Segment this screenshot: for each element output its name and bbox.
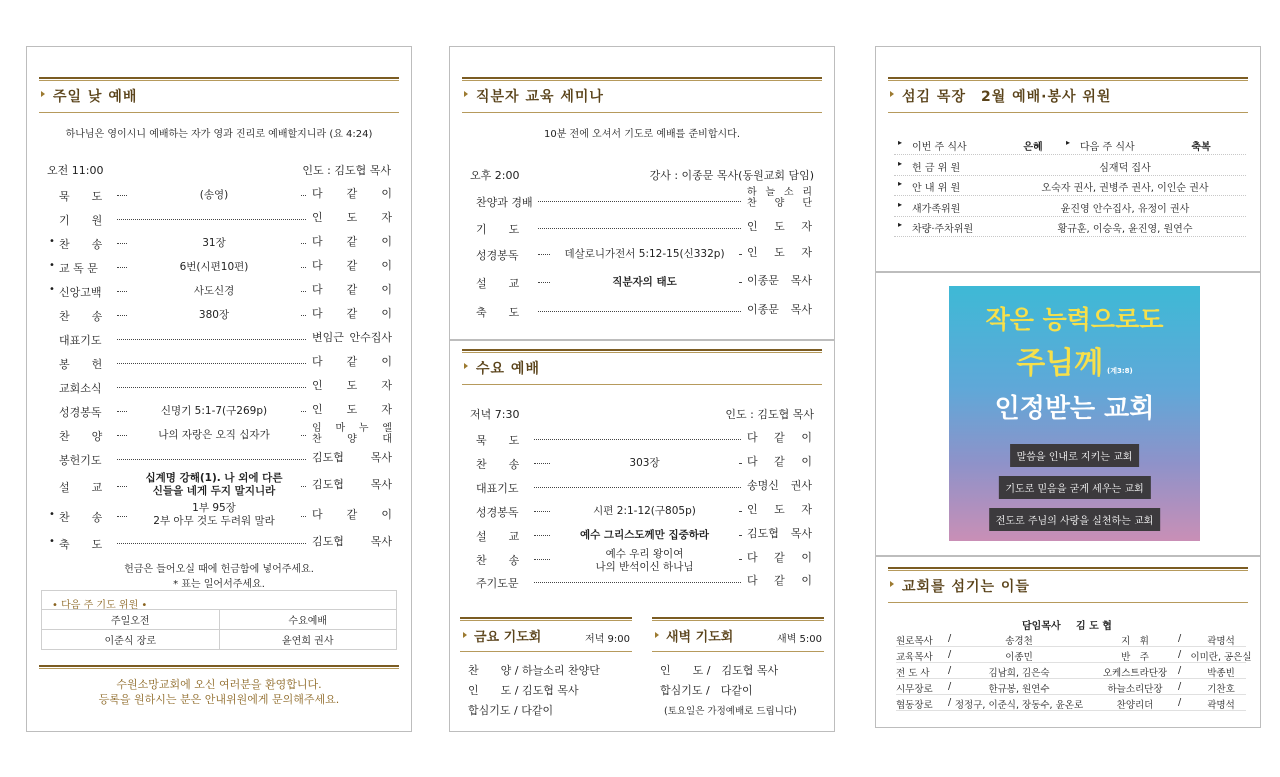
leader-dots (739, 254, 741, 255)
slash: / (948, 681, 952, 692)
order-row (27, 279, 411, 303)
order-row (27, 399, 411, 423)
leader-dots (301, 291, 306, 292)
order-row (27, 303, 411, 327)
order-item-leader: 변임근 안수집사 (312, 331, 392, 344)
leader-dots (301, 267, 306, 268)
offering-note: 헌금은 들어오실 때에 헌금함에 넣어주세요. (124, 564, 314, 575)
order-item-name: 찬양과 경배 (476, 196, 533, 209)
slash: / (1178, 649, 1182, 660)
leader-dots (117, 219, 306, 220)
order-item-leader: 이종문 목사 (747, 274, 812, 287)
leader-dots (117, 315, 127, 316)
order-row (450, 267, 834, 297)
order-row (450, 451, 834, 475)
order-item-detail: 나의 자랑은 오직 십자가 (158, 429, 270, 441)
panel-service-roster (875, 46, 1261, 272)
leader-dots (117, 435, 127, 436)
leader-dots (534, 535, 550, 536)
order-item-detail: (송영) (199, 189, 229, 201)
order-row (27, 207, 411, 231)
next-prayer-title: • 다음 주 기도 위원 • (52, 600, 148, 611)
triangle-bullet-icon (41, 91, 45, 97)
leader-dots (117, 339, 306, 340)
roster-value: 축복 (1191, 142, 1211, 153)
seminar-speaker: 강사 : 이종문 목사(동원교회 담임) (649, 169, 814, 182)
order-item-leader: 송명신 권사 (747, 479, 812, 492)
order-row (450, 547, 834, 571)
order-item-detail: 303장 (629, 457, 660, 469)
dawn-line: 합심기도 / 다같이 (660, 684, 753, 697)
order-item-detail: 380장 (198, 309, 230, 321)
leader-dots (739, 535, 741, 536)
roster-row (894, 197, 1246, 217)
bullet-icon: ▸ (898, 220, 903, 229)
staff-role: 전 도 사 (896, 668, 930, 679)
order-row (450, 297, 834, 325)
seminar-section-header (462, 77, 822, 113)
order-item-name: 주기도문 (476, 577, 519, 590)
roster-row (894, 176, 1246, 196)
section-title: 교회를 섬기는 이들 (902, 579, 1030, 595)
next-prayer-name: 이준식 장로 (42, 630, 220, 650)
leader-dots (117, 411, 127, 412)
service-leader: 인도 : 김도협 목사 (302, 164, 391, 177)
order-item-name: 묵 도 (476, 434, 520, 447)
bullet-icon: ▸ (898, 158, 903, 168)
leader-dots (117, 195, 127, 196)
order-item-leader: 인 도 자 (312, 379, 392, 392)
next-prayer-header: 수요예배 (219, 610, 397, 630)
bullet-icon: ▸ (898, 199, 903, 209)
leader-dots (739, 511, 741, 512)
order-row (450, 215, 834, 241)
wednesday-section-header (462, 349, 822, 385)
head-pastor-label: 담임목사 (1022, 621, 1061, 632)
order-item-name: 성경봉독 (59, 406, 102, 419)
leader-dots (301, 315, 306, 316)
roster-label: 다음 주 식사 (1080, 142, 1135, 153)
order-item-leader: 김도협 목사 (747, 527, 812, 540)
staff-role: 찬양리더 (1116, 700, 1154, 711)
triangle-bullet-icon (464, 91, 468, 97)
order-row (27, 501, 411, 531)
slash: / (1178, 681, 1182, 692)
leader-dots (301, 411, 306, 412)
order-item-leader: 인 도 자 (312, 403, 392, 416)
order-item-name: 찬 송 (476, 554, 520, 567)
section-title: 섬김 목장 2월 예배·봉사 위원 (902, 89, 1112, 105)
staff-role: 반 주 (1121, 652, 1149, 663)
order-row (450, 571, 834, 593)
roster-value: 윤진영 안수집사, 유정이 권사 (1060, 203, 1190, 215)
leader-dots (534, 511, 550, 512)
slash: / (1178, 665, 1182, 676)
panel-wednesday (449, 340, 835, 732)
staff-name: 김남희, 김은숙 (988, 668, 1050, 679)
leader-dots (538, 282, 550, 283)
order-item-leader: 다 같 이 (747, 431, 812, 444)
standing-star: • (49, 284, 55, 295)
order-item-detail: 직분자의 태도 (612, 276, 677, 288)
order-item-detail: 십계명 강해(1). 나 외에 다른 신들을 네게 두지 말지니라 (145, 472, 283, 497)
staff-name: 송경천 (1005, 636, 1033, 647)
seminar-intro: 10분 전에 오셔서 기도로 예배를 준비합시다. (543, 129, 741, 140)
order-item-detail: 31장 (202, 237, 226, 249)
order-item-name: 기 도 (476, 223, 520, 236)
order-row (450, 499, 834, 523)
staff-name: 기찬호 (1207, 684, 1235, 695)
next-prayer-name: 윤연희 권사 (219, 630, 397, 650)
order-item-name: 성경봉독 (476, 249, 519, 262)
order-item-name: 대표기도 (476, 482, 519, 495)
poster-line-2 (949, 338, 1200, 382)
welcome-line-2: 등록을 원하시는 분은 안내위원에게 문의해주세요. (98, 693, 340, 706)
leader-dots (739, 559, 741, 560)
roster-label: 헌 금 위 원 (912, 162, 961, 174)
standing-star: • (49, 536, 55, 547)
order-item-detail: 데살로니가전서 5:12-15(신332p) (564, 248, 725, 260)
order-item-leader: 인 도 자 (312, 211, 392, 224)
roster-value: 오숙자 권사, 권병주 권사, 이인순 권사 (1041, 183, 1209, 194)
staff-name: 정정구, 이준식, 장동수, 윤온로 (954, 700, 1084, 711)
order-item-name: 찬 송 (59, 511, 103, 524)
order-item-detail: 6번(시편10편) (179, 261, 249, 273)
section-title: 주일 낮 예배 (53, 89, 138, 105)
order-item-name: 교회소식 (59, 382, 102, 395)
order-row (27, 531, 411, 555)
staff-role: 원로목사 (896, 636, 933, 647)
order-item-leader: 다 같 이 (747, 574, 812, 587)
staff-row (896, 631, 1246, 647)
dawn-line: 인 도 / 김도협 목사 (660, 664, 779, 677)
order-row (450, 475, 834, 499)
order-item-name: 설 교 (476, 277, 520, 290)
order-item-leader: 다 같 이 (312, 187, 392, 200)
poster-motto: 전도로 주님의 사랑을 실천하는 교회 (989, 508, 1161, 531)
staff-name: 곽명석 (1207, 636, 1235, 647)
order-item-detail: 시편 2:1-12(구805p) (593, 505, 696, 517)
order-item-name: 성경봉독 (476, 506, 519, 519)
order-row (27, 351, 411, 375)
roster-section-header (888, 77, 1248, 113)
order-row (27, 447, 411, 471)
staff-name: 박종빈 (1207, 668, 1235, 679)
staff-role: 협동장로 (896, 700, 933, 711)
triangle-bullet-icon (890, 581, 894, 587)
welcome-footer (39, 665, 399, 707)
leader-dots (538, 228, 741, 229)
standing-star: • (49, 509, 55, 520)
roster-value: 은혜 (1023, 142, 1043, 153)
leader-dots (117, 363, 306, 364)
order-row (27, 327, 411, 351)
roster-label: 이번 주 식사 (912, 142, 967, 153)
roster-value: 심재덕 집사 (1099, 162, 1151, 174)
order-row (450, 523, 834, 547)
leader-dots (117, 387, 306, 388)
leader-dots (117, 291, 127, 292)
leader-dots (538, 254, 550, 255)
sunday-section-header (39, 77, 399, 113)
staff-role: 하늘소리단장 (1107, 684, 1163, 695)
order-item-name: 설 교 (59, 481, 103, 494)
order-item-name: 축 도 (59, 538, 103, 551)
roster-label: 차량·주차위원 (912, 224, 974, 235)
leader-dots (538, 201, 741, 202)
roster-value: 황규훈, 이승욱, 윤진영, 원연수 (1057, 224, 1193, 235)
slash: / (948, 633, 952, 644)
seminar-time: 오후 2:00 (470, 169, 520, 182)
order-item-name: 설 교 (476, 530, 520, 543)
order-item-leader: 인 도 자 (747, 220, 812, 233)
order-item-leader: 임 마 누 엘 찬 양 대 (312, 423, 392, 445)
slash: / (1178, 633, 1182, 644)
wednesday-leader: 인도 : 김도협 목사 (725, 408, 814, 421)
bullet-icon: ▸ (898, 179, 903, 188)
head-pastor-name: 김 도 협 (1076, 621, 1112, 632)
leader-dots (301, 243, 306, 244)
next-prayer-header: 주일오전 (42, 610, 220, 630)
order-item-name: 축 도 (476, 306, 520, 319)
standing-star: • (49, 260, 55, 271)
friday-time: 저녁 9:00 (585, 634, 630, 645)
roster-label: 안 내 위 원 (912, 183, 961, 194)
staff-name: 곽명석 (1207, 700, 1235, 711)
leader-dots (117, 243, 127, 244)
leader-dots (301, 435, 306, 436)
standing-note: * 표는 일어서주세요. (173, 579, 265, 590)
order-item-leader: 다 같 이 (312, 307, 392, 320)
leader-dots (301, 195, 306, 196)
order-item-name: 신앙고백 (59, 286, 102, 299)
slash: / (948, 649, 952, 660)
order-item-leader: 김도협 목사 (312, 451, 392, 464)
order-item-leader: 다 같 이 (312, 355, 392, 368)
poster-line-1: 작은 능력으로도 (985, 305, 1164, 334)
order-item-leader: 다 같 이 (312, 235, 392, 248)
leader-dots (301, 486, 306, 487)
order-item-name: 교 독 문 (59, 262, 98, 275)
order-item-name: 기 원 (59, 214, 103, 227)
staff-name: 한규봉, 원연수 (988, 684, 1050, 695)
vision-poster (949, 286, 1200, 541)
staff-row (896, 647, 1252, 663)
order-item-leader: 인 도 자 (747, 503, 812, 516)
staff-name: 이종민 (1005, 652, 1033, 663)
order-item-leader: 다 같 이 (747, 455, 812, 468)
slash: / (948, 697, 952, 708)
wednesday-time: 저녁 7:30 (470, 408, 520, 421)
order-item-leader: 김도협 목사 (312, 478, 392, 491)
order-item-name: 찬 양 (59, 430, 103, 443)
dawn-note: (토요일은 가정예배로 드립니다) (664, 706, 797, 717)
order-row (27, 183, 411, 207)
friday-title: 금요 기도회 (474, 630, 542, 645)
welcome-line-1: 수원소망교회에 오신 여러분을 환영합니다. (116, 678, 322, 691)
order-item-leader: 다 같 이 (312, 259, 392, 272)
dawn-time: 새벽 5:00 (777, 634, 822, 645)
staff-role: 시무장로 (896, 684, 933, 695)
section-title: 수요 예배 (476, 361, 540, 377)
slash: / (948, 665, 952, 676)
friday-line: 합심기도 / 다같이 (468, 704, 554, 717)
order-item-detail: 신명기 5:1-7(구269p) (160, 405, 268, 417)
triangle-bullet-icon (463, 632, 467, 638)
order-item-name: 봉헌기도 (59, 454, 102, 467)
poster-line-3: 인정받는 교회 (994, 394, 1155, 424)
roster-label: 새가족위원 (912, 203, 961, 215)
leader-dots (534, 487, 741, 488)
next-prayer-table (41, 609, 397, 650)
poster-motto: 기도로 믿음을 굳게 세우는 교회 (998, 476, 1150, 499)
section-title: 직분자 교육 세미나 (476, 89, 604, 105)
order-item-name: 대표기도 (59, 334, 102, 347)
order-row (27, 471, 411, 501)
standing-star: • (49, 236, 55, 247)
order-item-name: 묵 도 (59, 190, 103, 203)
staff-role: 오케스트라단장 (1102, 668, 1168, 679)
dawn-title: 새벽 기도회 (666, 630, 734, 645)
leader-dots (534, 463, 550, 464)
panel-sunday-worship (26, 46, 412, 732)
leader-dots (534, 582, 741, 583)
order-item-leader: 하 늘 소 리 찬 양 단 (747, 187, 812, 209)
leader-dots (117, 543, 306, 544)
poster-line-2-text: 주님께 (1016, 346, 1104, 381)
slash: / (1178, 697, 1182, 708)
leader-dots (538, 311, 741, 312)
order-row (450, 241, 834, 267)
staff-name: 이미란, 공은실 (1190, 652, 1252, 663)
bullet-icon: ▸ (1066, 138, 1071, 147)
friday-section (460, 617, 632, 727)
service-time: 오전 11:00 (47, 164, 104, 177)
poster-motto: 말씀을 인내로 지키는 교회 (1010, 444, 1140, 467)
order-row (27, 423, 411, 447)
triangle-bullet-icon (655, 632, 659, 638)
leader-dots (739, 282, 741, 283)
order-item-name: 찬 송 (59, 310, 103, 323)
order-item-detail: 1부 95장 2부 아무 것도 두려워 말라 (153, 502, 275, 527)
bullet-icon: ▸ (898, 138, 903, 147)
order-item-leader: 다 같 이 (312, 283, 392, 296)
order-item-name: 찬 송 (59, 238, 103, 251)
triangle-bullet-icon (464, 363, 468, 369)
order-row (450, 427, 834, 451)
order-item-leader: 김도협 목사 (312, 535, 392, 548)
leader-dots (534, 439, 741, 440)
panel-staff (875, 556, 1261, 728)
order-item-leader: 다 같 이 (747, 551, 812, 564)
staff-role: 지 휘 (1121, 636, 1149, 647)
friday-line: 인 도 / 김도협 목사 (468, 684, 579, 697)
poster-verse-ref: (계3:8) (1107, 367, 1133, 375)
order-row (27, 255, 411, 279)
panel-seminar (449, 46, 835, 340)
scripture-verse: 하나님은 영이시니 예배하는 자가 영과 진리로 예배할지니라 (요 4:24) (65, 129, 373, 140)
staff-role: 교육목사 (896, 652, 933, 663)
leader-dots (117, 486, 127, 487)
order-item-detail: 사도신경 (193, 285, 235, 297)
order-row (27, 375, 411, 399)
staff-row (896, 663, 1246, 679)
order-item-detail: 예수 우리 왕이여 나의 반석이신 하나님 (595, 548, 694, 573)
order-row (450, 187, 834, 215)
leader-dots (117, 459, 306, 460)
triangle-bullet-icon (890, 91, 894, 97)
order-item-leader: 인 도 자 (747, 246, 812, 259)
order-row (27, 231, 411, 255)
staff-row (896, 695, 1246, 711)
friday-line: 찬 양 / 하늘소리 찬양단 (468, 664, 600, 677)
roster-row (894, 156, 1246, 176)
roster-row (894, 135, 1246, 155)
order-item-leader: 이종문 목사 (747, 303, 812, 316)
order-item-leader: 다 같 이 (312, 508, 392, 521)
roster-row (894, 217, 1246, 237)
leader-dots (739, 463, 741, 464)
dawn-section (652, 617, 824, 727)
staff-row (896, 679, 1246, 695)
leader-dots (117, 516, 127, 517)
staff-section-header (888, 567, 1248, 603)
leader-dots (534, 559, 550, 560)
order-item-detail: 예수 그리스도께만 집중하라 (579, 529, 710, 541)
order-item-name: 봉 헌 (59, 358, 103, 371)
leader-dots (301, 516, 306, 517)
order-item-name: 찬 송 (476, 458, 520, 471)
leader-dots (117, 267, 127, 268)
